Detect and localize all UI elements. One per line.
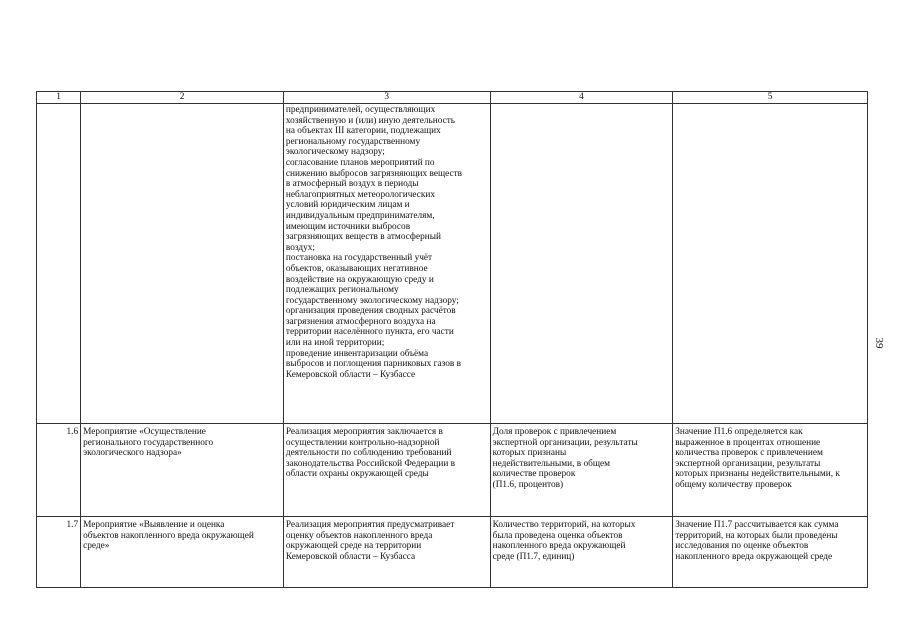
text-line: окружающей среде на территории	[285, 541, 422, 552]
text-line: общему количеству проверок	[675, 479, 792, 490]
text-line: предпринимателей, осуществляющих	[285, 105, 436, 115]
table-row	[37, 424, 868, 517]
cell-measure-name	[81, 424, 284, 517]
text-line: имеющим источники выбросов	[285, 221, 411, 232]
text-line: недействительными, в общем	[492, 458, 611, 469]
row-number: 1.7	[37, 517, 81, 588]
text-line: согласование планов мероприятий по	[285, 157, 435, 168]
column-number: 4	[490, 92, 673, 104]
cell-indicator	[490, 424, 673, 517]
cell-empty	[81, 104, 284, 424]
text-line: воздух;	[285, 242, 315, 253]
text-line: загрязняющих веществ в атмосферный	[285, 232, 441, 243]
text-line: экологическому надзору;	[285, 147, 385, 158]
text-line: которых признаны недействительными, к	[675, 469, 840, 480]
text-line: объектов, оказывающих негативное	[285, 263, 428, 274]
column-number: 3	[283, 92, 490, 104]
cell-calculation	[673, 424, 868, 517]
text-line: оценку объектов накопленного вреда	[285, 530, 433, 541]
text-line: снижению выбросов загрязняющих веществ	[285, 168, 463, 179]
cell-calculation	[673, 517, 868, 588]
text-line: выбросов и поглощения парниковых газов в	[285, 359, 461, 370]
text-line: загрязнения атмосферного воздуха на	[285, 316, 436, 327]
text-line: которых признаны	[492, 448, 567, 459]
text-line: организация проведения сводных расчётов	[285, 306, 456, 317]
text-line: в атмосферный воздух в периоды	[285, 179, 419, 190]
text-line: (П1.6, процентов)	[492, 479, 564, 490]
text-line: или на иной территории;	[285, 338, 385, 349]
text-line: экспертной организации, результаты	[492, 437, 638, 448]
text-line: деятельности по соблюдению требований	[285, 448, 452, 459]
text-line: законодательства Российской Федерации в	[285, 458, 456, 469]
measures-table	[36, 91, 868, 588]
text-line: Доля проверок с привлечением	[492, 427, 617, 437]
text-line: проведение инвентаризации объёма	[285, 348, 429, 359]
text-line: накопленного вреда окружающей	[492, 541, 626, 552]
text-line: государственному экологическому надзору;	[285, 295, 459, 306]
text-line: постановка на государственный учёт	[285, 253, 433, 264]
row-number: 1.6	[37, 424, 81, 517]
text-line: Реализация мероприятия предусматривает	[285, 520, 455, 530]
table-row	[37, 517, 868, 588]
text-line: подлежащих региональному	[285, 285, 399, 296]
cell-description	[283, 517, 490, 588]
text-line: объектов накопленного вреда окружающей	[83, 530, 254, 541]
text-line: экологического надзора»	[83, 448, 182, 459]
text-line: территории населённого пункта, его части	[285, 327, 454, 338]
column-number: 5	[673, 92, 868, 104]
text-line: Реализация мероприятия заключается в	[285, 427, 443, 437]
text-line: среде»	[83, 541, 110, 552]
text-line: Значение П1.7 рассчитывается как сумма	[675, 520, 839, 530]
text-line: Мероприятие «Осуществление	[83, 427, 206, 437]
text-line: выраженное в процентах отношение	[675, 437, 821, 448]
cell-description	[283, 424, 490, 517]
cell-empty	[673, 104, 868, 424]
column-number: 1	[37, 92, 81, 104]
cell-measure-name	[81, 517, 284, 588]
column-number-row	[37, 92, 868, 104]
continuation-row	[37, 104, 868, 424]
text-line: исследования по оценке объектов	[675, 541, 809, 552]
text-line: региональному государственному	[285, 136, 421, 147]
cell-description	[283, 104, 490, 424]
text-line: Кемеровской области – Кузбассе	[285, 369, 416, 380]
cell-empty	[37, 104, 81, 424]
text-line: Количество территорий, на которых	[492, 520, 636, 530]
text-line: накопленного вреда окружающей среде	[675, 551, 833, 562]
text-line: воздействие на окружающую среду и	[285, 274, 434, 285]
text-line: на объектах III категории, подлежащих	[285, 126, 441, 137]
text-line: индивидуальным предпринимателям,	[285, 210, 435, 221]
text-line: условий юридическим лицам и	[285, 200, 410, 211]
text-line: области охраны окружающей среды	[285, 469, 429, 480]
column-number: 2	[81, 92, 284, 104]
cell-indicator	[490, 517, 673, 588]
text-line: регионального государственного	[83, 437, 214, 448]
text-line: территорий, на которых были проведены	[675, 530, 838, 541]
page-number: 39	[873, 337, 885, 349]
text-line: была проведена оценка объектов	[492, 530, 623, 541]
text-line: экспертной организации, результаты	[675, 458, 821, 469]
text-line: хозяйственную и (или) иную деятельность	[285, 115, 456, 126]
text-line: Значение П1.6 определяется как	[675, 427, 803, 437]
text-line: среде (П1.7, единиц)	[492, 551, 575, 562]
text-line: неблагоприятных метеорологических	[285, 189, 436, 200]
cell-empty	[490, 104, 673, 424]
text-line: Мероприятие «Выявление и оценка	[83, 520, 225, 530]
text-line: количестве проверок	[492, 469, 576, 480]
text-line: количества проверок с привлечением	[675, 448, 823, 459]
text-line: осуществлении контрольно-надзорной	[285, 437, 440, 448]
text-line: Кемеровской области – Кузбасса	[285, 551, 416, 562]
